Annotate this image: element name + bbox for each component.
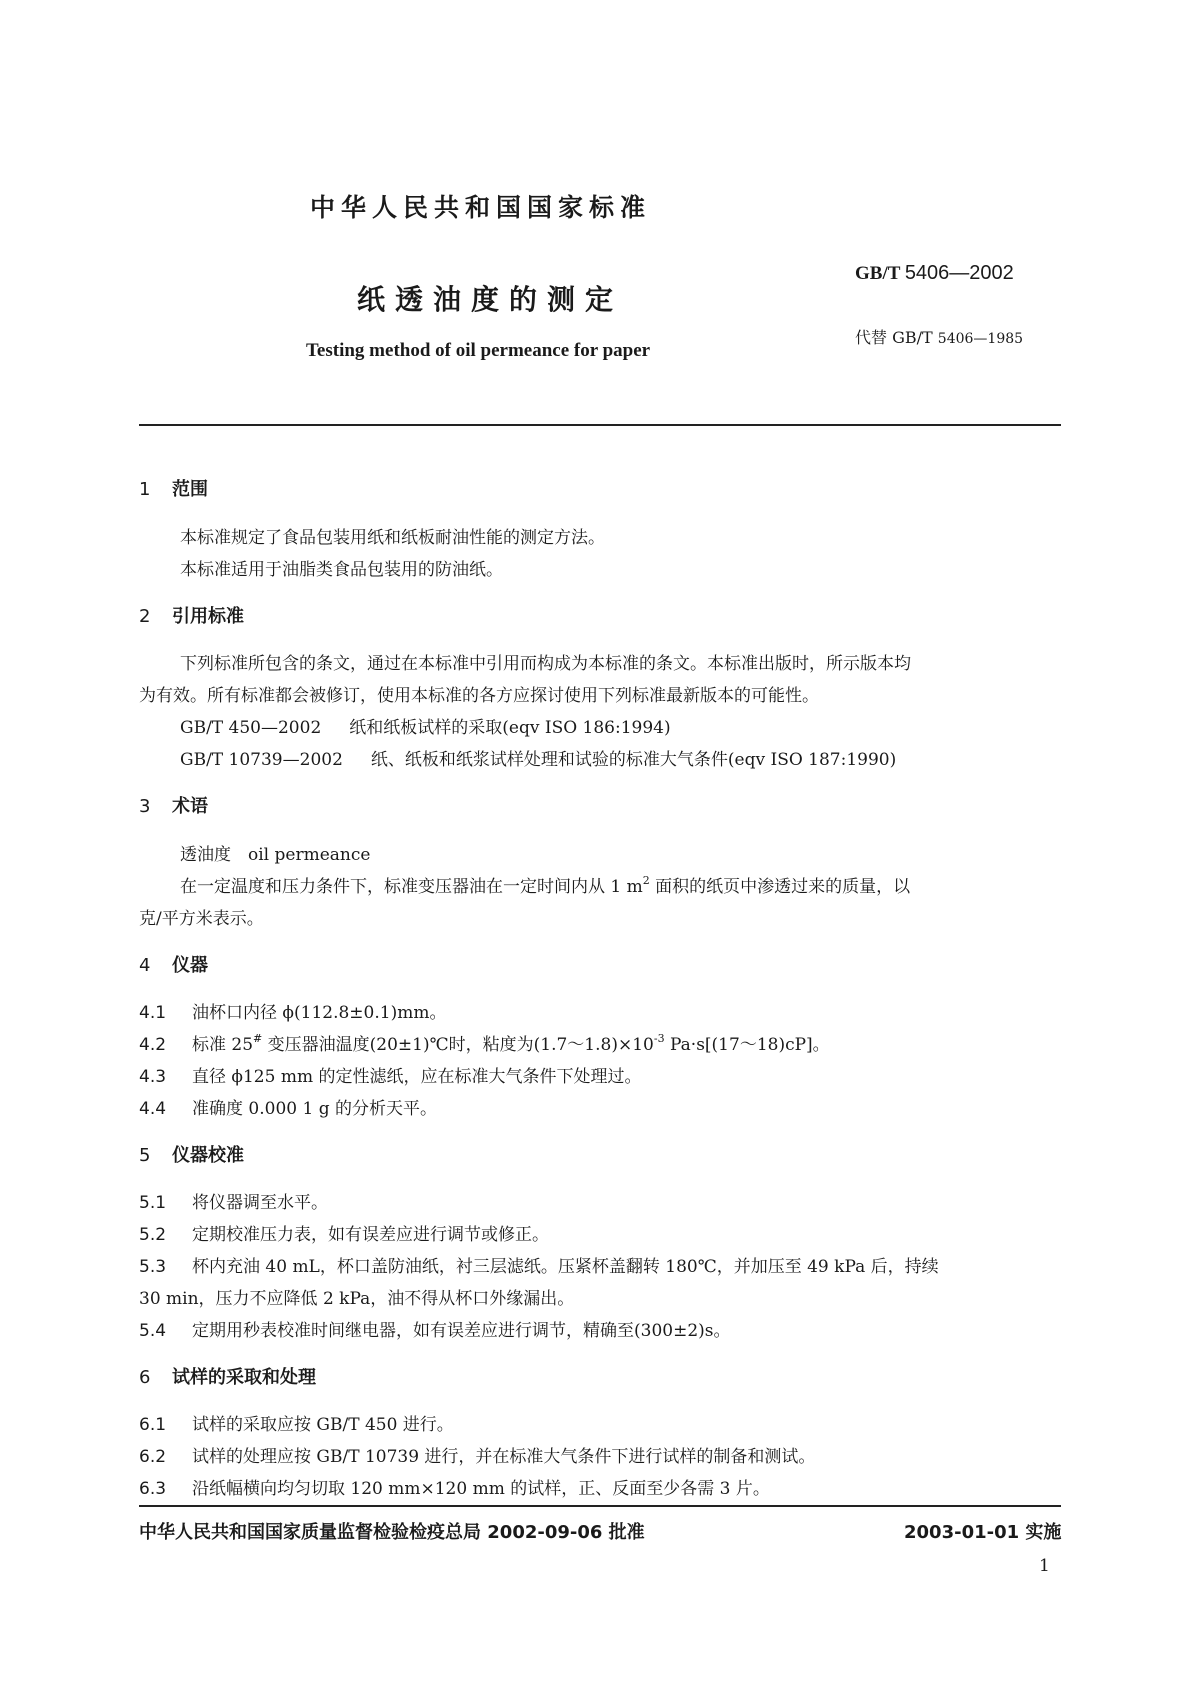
clause-number: 4.2 xyxy=(139,1035,167,1055)
section-heading-4 xyxy=(139,951,208,977)
clause-text: 试样的处理应按 GB/T 10739 进行，并在标准大气条件下进行试样的制备和测试。 xyxy=(192,1447,816,1467)
definition-text: 面积的纸页中渗透过来的质量，以 xyxy=(649,877,911,897)
section-title: 引用标准 xyxy=(172,606,244,627)
section-title: 范围 xyxy=(172,479,208,500)
clause-text: Pa·s[(17～18)cP]。 xyxy=(664,1035,830,1055)
clause-text: 标准 25 xyxy=(192,1035,254,1055)
section-number: 2 xyxy=(139,606,151,627)
reference-item xyxy=(180,713,671,738)
section-number: 1 xyxy=(139,479,151,500)
term: 透油度 oil permeance xyxy=(180,845,371,865)
clause-5-2 xyxy=(139,1220,549,1245)
clause-6-2 xyxy=(139,1442,815,1467)
clause-number: 5.3 xyxy=(139,1257,167,1277)
standard-code xyxy=(855,262,1014,285)
clause-text: 定期校准压力表，如有误差应进行调节或修正。 xyxy=(192,1225,549,1245)
clause-text: 将仪器调至水平。 xyxy=(192,1193,328,1213)
clause-number: 4.3 xyxy=(139,1067,167,1087)
clause-number: 4.1 xyxy=(139,1003,167,1023)
section-heading-2 xyxy=(139,602,244,628)
superscript: 2 xyxy=(642,874,650,887)
reference-title: 纸和纸板试样的采取(eqv ISO 186:1994) xyxy=(349,718,671,738)
reference-code: GB/T 450—2002 xyxy=(180,718,322,738)
clause-5-4 xyxy=(139,1316,731,1341)
document-title-en: Testing method of oil permeance for paper xyxy=(306,340,651,361)
paragraph: 本标准适用于油脂类食品包装用的防油纸。 xyxy=(180,560,503,580)
section-number: 6 xyxy=(139,1367,151,1388)
section-heading-3 xyxy=(139,792,208,818)
superscript: -3 xyxy=(653,1032,665,1045)
standard-code-prefix: GB/T xyxy=(855,263,901,284)
clause-text: 杯内充油 40 mL，杯口盖防油纸，衬三层滤纸。压紧杯盖翻转 180℃，并加压至 49 kPa 后，持续 xyxy=(192,1257,939,1277)
term-definition xyxy=(180,872,910,897)
section-title: 术语 xyxy=(172,796,208,817)
clause-text: 变压器油温度(20±1)℃时，粘度为(1.7～1.8)×10 xyxy=(262,1035,654,1055)
section-heading-1 xyxy=(139,475,208,501)
definition-text: 在一定温度和压力条件下，标准变压器油在一定时间内从 1 m xyxy=(180,877,643,897)
reference-title: 纸、纸板和纸浆试样处理和试验的标准大气条件(eqv ISO 187:1990) xyxy=(370,750,897,770)
section-heading-6 xyxy=(139,1363,316,1389)
replaces-number: 5406—1985 xyxy=(937,331,1024,347)
section-heading-5 xyxy=(139,1141,244,1167)
clause-6-1 xyxy=(139,1410,454,1435)
clause-number: 5.1 xyxy=(139,1193,167,1213)
paragraph: 下列标准所包含的条文，通过在本标准中引用而构成为本标准的条文。本标准出版时，所示版本均 xyxy=(180,654,911,674)
clause-4-3 xyxy=(139,1062,642,1087)
paragraph: 30 min，压力不应降低 2 kPa，油不得从杯口外缘漏出。 xyxy=(139,1289,575,1309)
clause-text: 准确度 0.000 1 g 的分析天平。 xyxy=(192,1099,437,1119)
issuing-authority: 中华人民共和国国家质量监督检验检疫总局 2002-09-06 批准 xyxy=(139,1522,645,1543)
clause-5-3 xyxy=(139,1252,939,1277)
document-title-cn: 纸透油度的测定 xyxy=(357,283,624,316)
clause-text: 直径 ϕ125 mm 的定性滤纸，应在标准大气条件下处理过。 xyxy=(192,1067,642,1087)
clause-text: 试样的采取应按 GB/T 450 进行。 xyxy=(192,1415,454,1435)
clause-4-4 xyxy=(139,1094,437,1119)
clause-text: 沿纸幅横向均匀切取 120 mm×120 mm 的试样，正、反面至少各需 3 片。 xyxy=(192,1479,770,1499)
standard-code-number: 5406—2002 xyxy=(904,262,1014,284)
clause-text: 油杯口内径 ϕ(112.8±0.1)mm。 xyxy=(192,1003,447,1023)
paragraph: 为有效。所有标准都会被修订，使用本标准的各方应探讨使用下列标准最新版本的可能性。 xyxy=(139,686,819,706)
paragraph: 克/平方米表示。 xyxy=(139,909,264,929)
clause-4-2 xyxy=(139,1030,830,1055)
clause-number: 6.3 xyxy=(139,1479,167,1499)
clause-number: 5.4 xyxy=(139,1321,167,1341)
clause-number: 6.1 xyxy=(139,1415,167,1435)
clause-number: 6.2 xyxy=(139,1447,167,1467)
replaces-standard xyxy=(855,325,1023,348)
paragraph: 本标准规定了食品包装用纸和纸板耐油性能的测定方法。 xyxy=(180,528,605,548)
section-title: 试样的采取和处理 xyxy=(172,1367,316,1388)
clause-number: 5.2 xyxy=(139,1225,167,1245)
clause-6-3 xyxy=(139,1474,770,1499)
section-number: 5 xyxy=(139,1145,151,1166)
effective-date: 2003-01-01 实施 xyxy=(904,1522,1062,1543)
section-number: 3 xyxy=(139,796,151,817)
clause-text: 定期用秒表校准时间继电器，如有误差应进行调节，精确至(300±2)s。 xyxy=(192,1321,731,1341)
page-number: 1 xyxy=(1039,1556,1050,1576)
section-title: 仪器校准 xyxy=(172,1145,244,1166)
superscript: # xyxy=(253,1032,263,1045)
section-number: 4 xyxy=(139,955,151,976)
footer-divider xyxy=(139,1505,1061,1507)
reference-code: GB/T 10739—2002 xyxy=(180,750,343,770)
section-title: 仪器 xyxy=(172,955,208,976)
clause-5-1 xyxy=(139,1188,328,1213)
national-standard-heading: 中华人民共和国国家标准 xyxy=(310,193,652,222)
clause-4-1 xyxy=(139,998,446,1023)
header-divider xyxy=(139,424,1061,426)
reference-item xyxy=(180,745,896,770)
clause-number: 4.4 xyxy=(139,1099,167,1119)
replaces-label: 代替 GB/T xyxy=(855,328,933,347)
